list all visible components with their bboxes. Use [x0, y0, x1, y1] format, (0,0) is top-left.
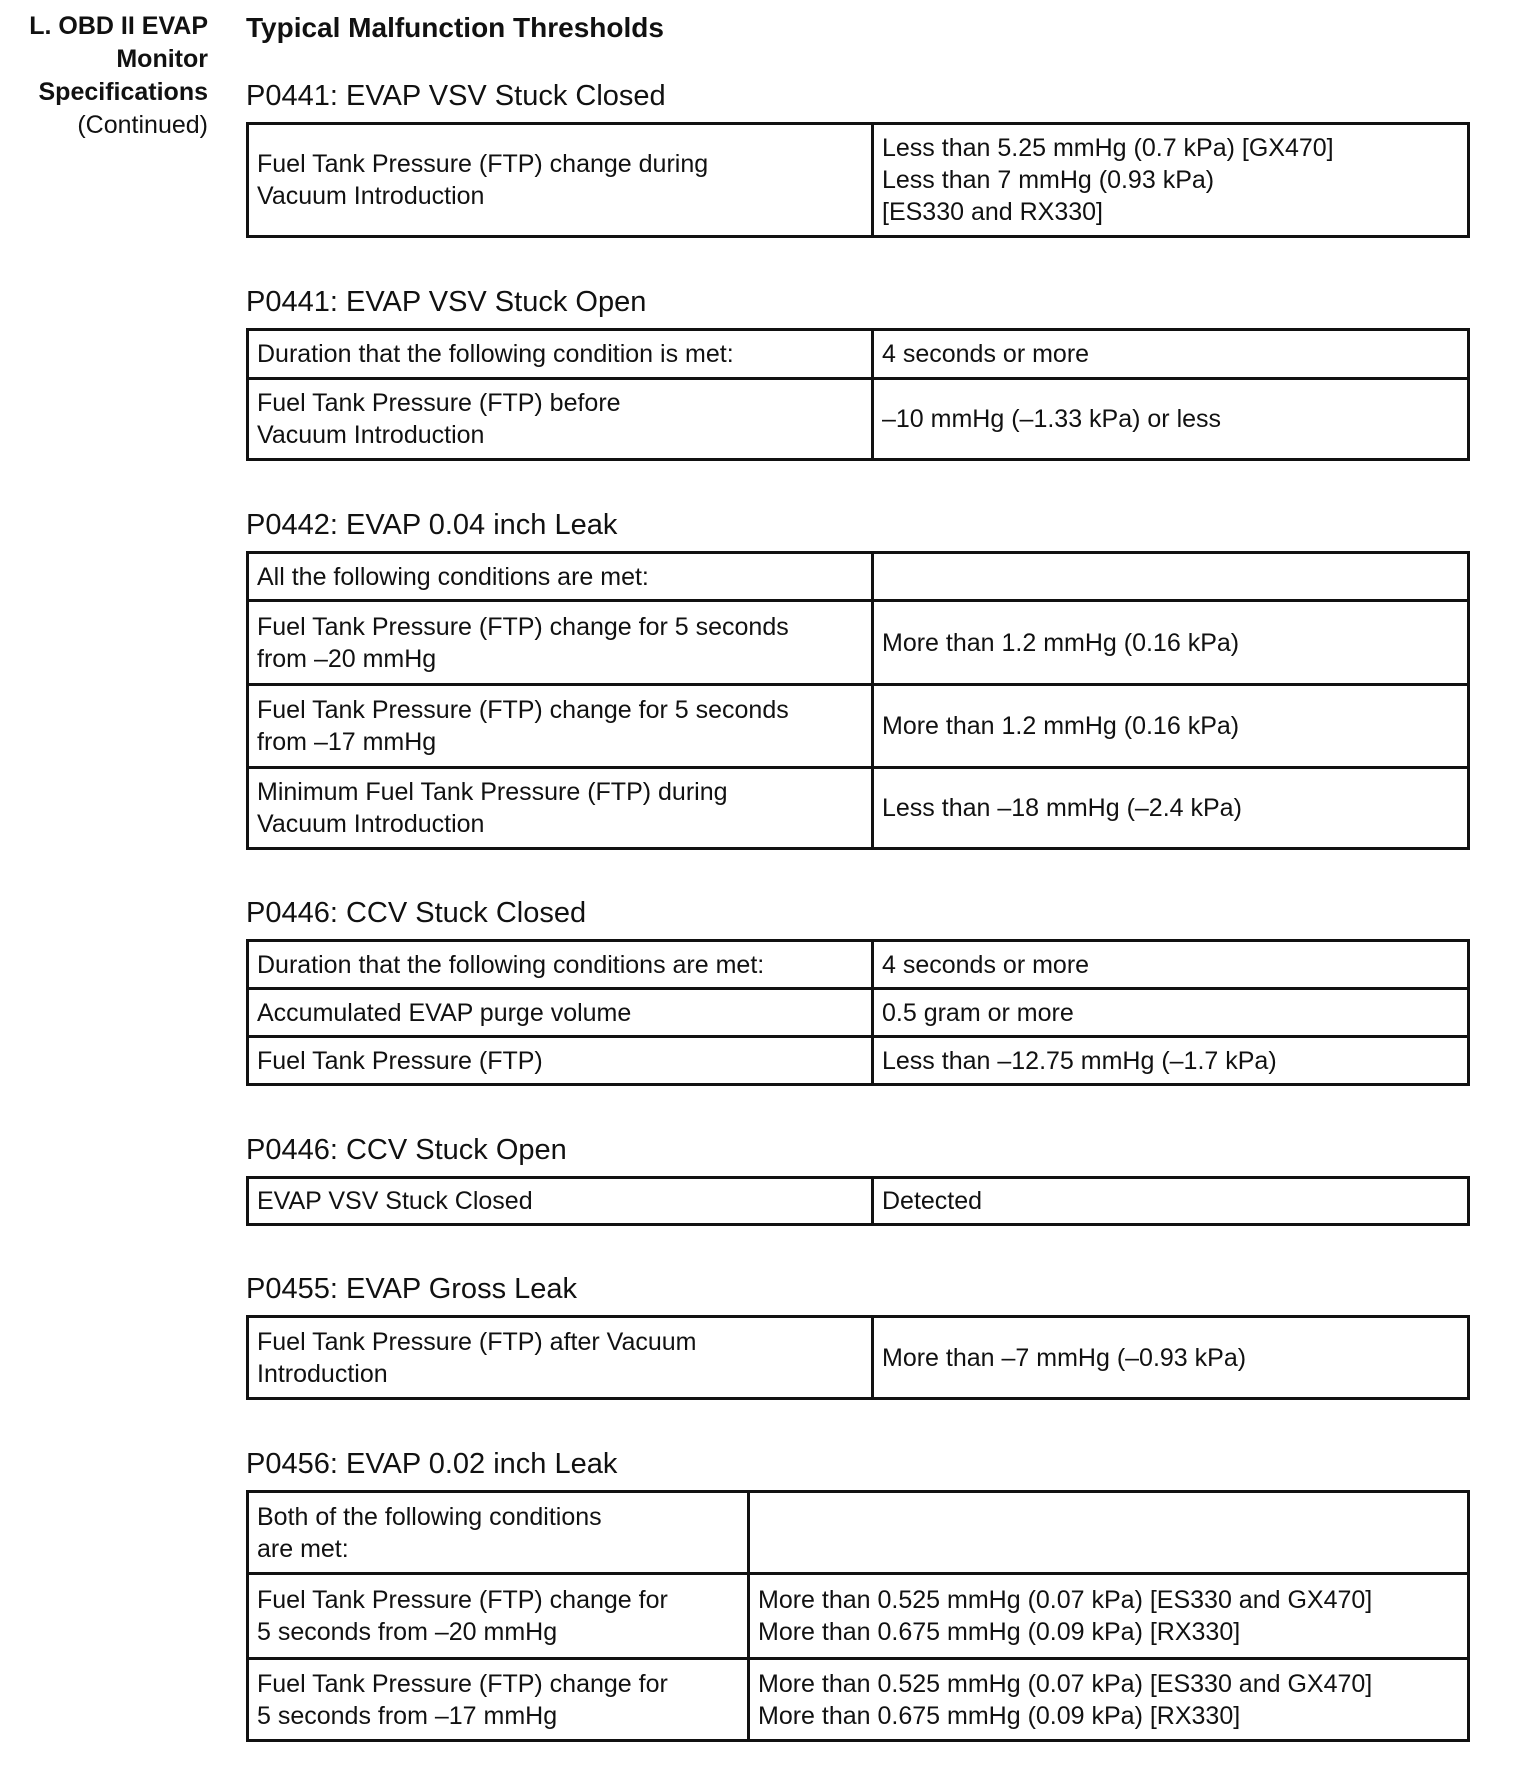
threshold-cell [749, 1492, 1469, 1574]
threshold-cell [749, 1574, 1469, 1659]
condition-cell [248, 1317, 873, 1399]
threshold-text: More than –7 mmHg (–0.93 kPa) [882, 1343, 1247, 1372]
condition-cell [248, 1492, 749, 1574]
section-label-continued: (Continued) [77, 111, 208, 139]
table-row [248, 1037, 1469, 1085]
condition-text: Duration that the following condition is met: [257, 340, 734, 368]
table-row [248, 941, 1469, 989]
section-heading: P0441: EVAP VSV Stuck Closed [246, 80, 666, 112]
condition-cell [248, 1178, 873, 1225]
section-label-line: L. OBD II EVAP [29, 12, 208, 40]
condition-cell [248, 330, 873, 379]
section-label-line: Monitor [116, 45, 208, 73]
threshold-table [246, 122, 1470, 238]
threshold-cell [873, 553, 1469, 601]
table-row [248, 124, 1469, 237]
condition-text: Accumulated EVAP purge volume [257, 998, 632, 1027]
table-row [248, 1492, 1469, 1574]
threshold-section [246, 80, 1470, 238]
threshold-cell [873, 1037, 1469, 1085]
threshold-text: Less than 5.25 mmHg (0.7 kPa) [GX470] Less than 7 mmHg (0.93 kPa) [ES330 and RX330] [882, 134, 1334, 226]
threshold-cell [873, 379, 1469, 460]
condition-text: Duration that the following conditions are met: [257, 950, 765, 979]
condition-cell [248, 989, 873, 1037]
page-title: Typical Malfunction Thresholds [246, 12, 664, 43]
section-label-line: Specifications [38, 78, 208, 106]
condition-text: Fuel Tank Pressure (FTP) change for 5 seconds from –17 mmHg [257, 1669, 668, 1730]
section-heading: P0441: EVAP VSV Stuck Open [246, 286, 647, 318]
threshold-text: Less than –18 mmHg (–2.4 kPa) [882, 794, 1242, 822]
threshold-text: More than 1.2 mmHg (0.16 kPa) [882, 628, 1240, 657]
condition-cell [248, 553, 873, 601]
table-row [248, 768, 1469, 849]
condition-text: Minimum Fuel Tank Pressure (FTP) during Vacuum Introduction [257, 778, 728, 838]
condition-cell [248, 379, 873, 460]
threshold-table [246, 939, 1470, 1086]
threshold-section [246, 1134, 1470, 1226]
section-heading: P0446: CCV Stuck Open [246, 1134, 567, 1166]
condition-text: Both of the following conditions are met: [257, 1502, 602, 1563]
threshold-cell [873, 941, 1469, 989]
condition-cell [248, 768, 873, 849]
table-row [248, 1178, 1469, 1225]
condition-cell [248, 601, 873, 685]
condition-text: EVAP VSV Stuck Closed [257, 1187, 533, 1215]
table-row [248, 1574, 1469, 1659]
threshold-text: 0.5 gram or more [882, 998, 1074, 1027]
condition-text: Fuel Tank Pressure (FTP) before Vacuum Introduction [257, 389, 621, 449]
condition-text: Fuel Tank Pressure (FTP) [257, 1046, 543, 1075]
threshold-text: More than 0.525 mmHg (0.07 kPa) [ES330 and GX470] More than 0.675 mmHg (0.09 kPa) [RX330] [758, 1586, 1373, 1646]
threshold-cell [873, 124, 1469, 237]
threshold-section [246, 509, 1470, 850]
table-row [248, 989, 1469, 1037]
threshold-text: Less than –12.75 mmHg (–1.7 kPa) [882, 1046, 1277, 1075]
threshold-text: –10 mmHg (–1.33 kPa) or less [882, 405, 1222, 433]
threshold-table [246, 1315, 1470, 1400]
threshold-cell [873, 768, 1469, 849]
threshold-table [246, 1490, 1470, 1742]
threshold-cell [873, 601, 1469, 685]
threshold-cell [749, 1659, 1469, 1741]
condition-cell [248, 1659, 749, 1741]
section-heading: P0446: CCV Stuck Closed [246, 897, 587, 929]
section-heading: P0442: EVAP 0.04 inch Leak [246, 509, 618, 541]
condition-text: Fuel Tank Pressure (FTP) change for 5 seconds from –17 mmHg [257, 696, 789, 756]
table-row [248, 601, 1469, 685]
threshold-section [246, 1273, 1470, 1400]
threshold-cell [873, 685, 1469, 768]
section-heading: P0456: EVAP 0.02 inch Leak [246, 1448, 618, 1480]
threshold-cell [873, 1178, 1469, 1225]
condition-text: Fuel Tank Pressure (FTP) change for 5 seconds from –20 mmHg [257, 612, 789, 673]
condition-text: Fuel Tank Pressure (FTP) change during Vacuum Introduction [257, 150, 709, 210]
threshold-table [246, 551, 1470, 850]
condition-cell [248, 1037, 873, 1085]
section-heading: P0455: EVAP Gross Leak [246, 1273, 578, 1305]
section-label [0, 10, 208, 142]
threshold-cell [873, 989, 1469, 1037]
table-row [248, 1317, 1469, 1399]
condition-text: Fuel Tank Pressure (FTP) after Vacuum Introduction [257, 1327, 697, 1388]
condition-cell [248, 941, 873, 989]
table-row [248, 553, 1469, 601]
threshold-text: More than 0.525 mmHg (0.07 kPa) [ES330 and GX470] More than 0.675 mmHg (0.09 kPa) [RX330] [758, 1669, 1373, 1730]
condition-cell [248, 685, 873, 768]
threshold-section [246, 286, 1470, 461]
threshold-table [246, 1176, 1470, 1226]
threshold-text: More than 1.2 mmHg (0.16 kPa) [882, 712, 1240, 740]
threshold-table [246, 328, 1470, 461]
threshold-section [246, 897, 1470, 1086]
threshold-cell [873, 1317, 1469, 1399]
threshold-text: 4 seconds or more [882, 950, 1090, 979]
table-row [248, 379, 1469, 460]
condition-text: Fuel Tank Pressure (FTP) change for 5 seconds from –20 mmHg [257, 1586, 668, 1646]
condition-cell [248, 124, 873, 237]
threshold-cell [873, 330, 1469, 379]
table-row [248, 685, 1469, 768]
threshold-text: 4 seconds or more [882, 340, 1090, 368]
table-row [248, 1659, 1469, 1741]
condition-cell [248, 1574, 749, 1659]
threshold-section [246, 1448, 1470, 1742]
table-row [248, 330, 1469, 379]
condition-text: All the following conditions are met: [257, 562, 649, 591]
threshold-text: Detected [882, 1187, 983, 1215]
